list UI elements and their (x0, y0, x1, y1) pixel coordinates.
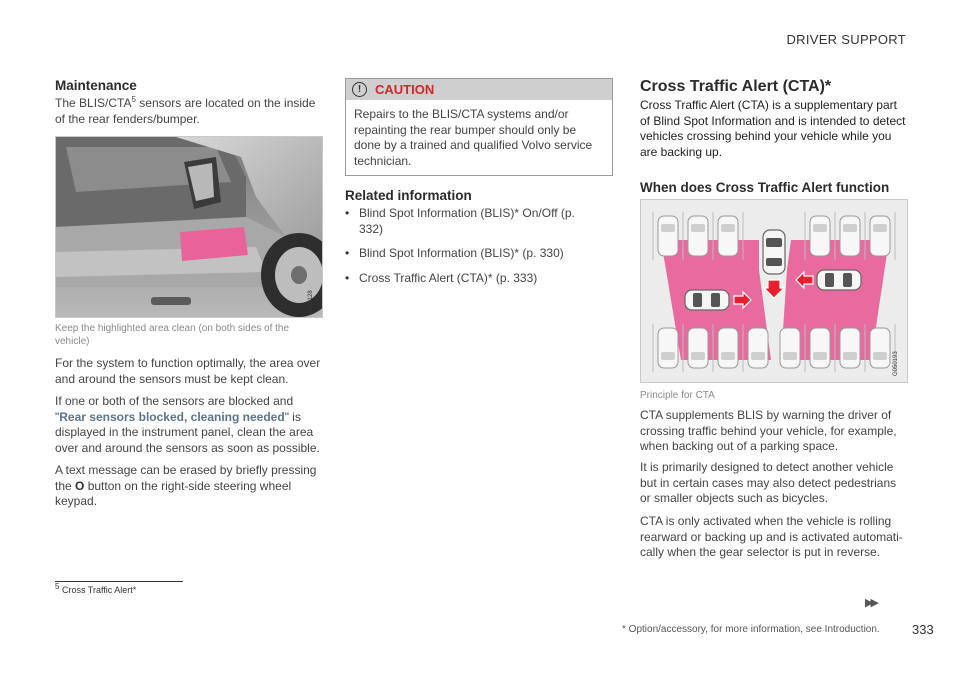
related-link-blis-onoff[interactable]: • Blind Spot Information (BLIS)* On/Off (p. 332) (345, 206, 585, 237)
cta-para-2: It is primarily designed to detect another vehicle but in certain cases may also detect pedestrians or smaller objects such as bicycles. (640, 460, 897, 505)
caution-text: Repairs to the BLIS/CTA systems and/or repainting the rear bumper should only be done by a trained and qualified Volvo service technician. (354, 107, 593, 168)
related-info-list (345, 206, 585, 295)
related-link-cta[interactable]: • Cross Traffic Alert (CTA)* (p. 333) (345, 271, 585, 287)
cta-para-3: CTA is only activated when the vehicle is rolling rearward or backing up and is activated automati-cally when the gear selector is put in reverse. (640, 514, 903, 559)
sensor-location-photo (55, 136, 323, 318)
maintenance-intro: The BLIS/CTA$^5$ sensors are located on the inside of the rear fenders/bumper. (55, 95, 316, 126)
crossing-vehicle-left (685, 290, 729, 310)
cta-principle-diagram (640, 199, 908, 383)
sensor-highlight-area (180, 227, 248, 261)
o-button-label: O (75, 478, 85, 493)
sensor-message: Rear sensors blocked, cleaning needed (59, 409, 285, 424)
section-header: DRIVER SUPPORT (786, 32, 906, 47)
reversing-vehicle (763, 230, 785, 274)
cta-subheading: When does Cross Traffic Alert function (640, 180, 890, 195)
cta-heading: Cross Traffic Alert (CTA)* (640, 78, 832, 95)
exclamation-icon: ! (352, 82, 367, 97)
caution-box (345, 78, 613, 176)
cta-para-1: CTA supplements BLIS by warning the driver of crossing traffic behind your vehicle, for example, when backing out of a parking space. (640, 408, 897, 453)
related-info-heading: Related information (345, 188, 472, 203)
caution-header (346, 79, 612, 100)
maintenance-para-1: For the system to function optimally, the area over and around the sensors must be kept clean. (55, 356, 321, 386)
cta-intro: Cross Traffic Alert (CTA) is a supplementary part of Blind Spot Information and is intended to detect vehicles crossing behind your vehicle while you are backing up. (640, 98, 906, 159)
related-link-blis[interactable]: • Blind Spot Information (BLIS)* (p. 330) (345, 246, 585, 262)
page-number: 333 (912, 622, 934, 637)
crossing-vehicle-right (817, 270, 861, 290)
maintenance-para-2: If one or both of the sensors are blocked and "Rear sensors blocked, cleaning needed" is displayed in the instrument panel, clean the area over and around the sensors as soon as possible. (55, 394, 320, 455)
maintenance-para-3: A text message can be erased by briefly pressing the O button on the right-side steering wheel keypad. (55, 463, 317, 508)
footer-note: * Option/accessory, for more information, see Introduction. (622, 624, 880, 635)
image-code: G050193 (893, 351, 899, 376)
double-chevron-right-icon[interactable]: ▶▶ (865, 597, 876, 609)
vehicle-rear-illustration (56, 137, 322, 317)
footnote-divider (55, 581, 183, 582)
footnote-ref[interactable]: 5 (131, 95, 136, 104)
maintenance-heading: Maintenance (55, 78, 137, 93)
caution-title: CAUTION (375, 82, 435, 97)
cta-diagram-caption: Principle for CTA (640, 390, 715, 401)
footnote: $^5$ Cross Traffic Alert* (55, 582, 137, 595)
image-code: G050128 (308, 290, 314, 315)
parking-diagram (641, 200, 907, 382)
photo-caption: Keep the highlighted area clean (on both sides of the vehicle) (55, 323, 290, 347)
